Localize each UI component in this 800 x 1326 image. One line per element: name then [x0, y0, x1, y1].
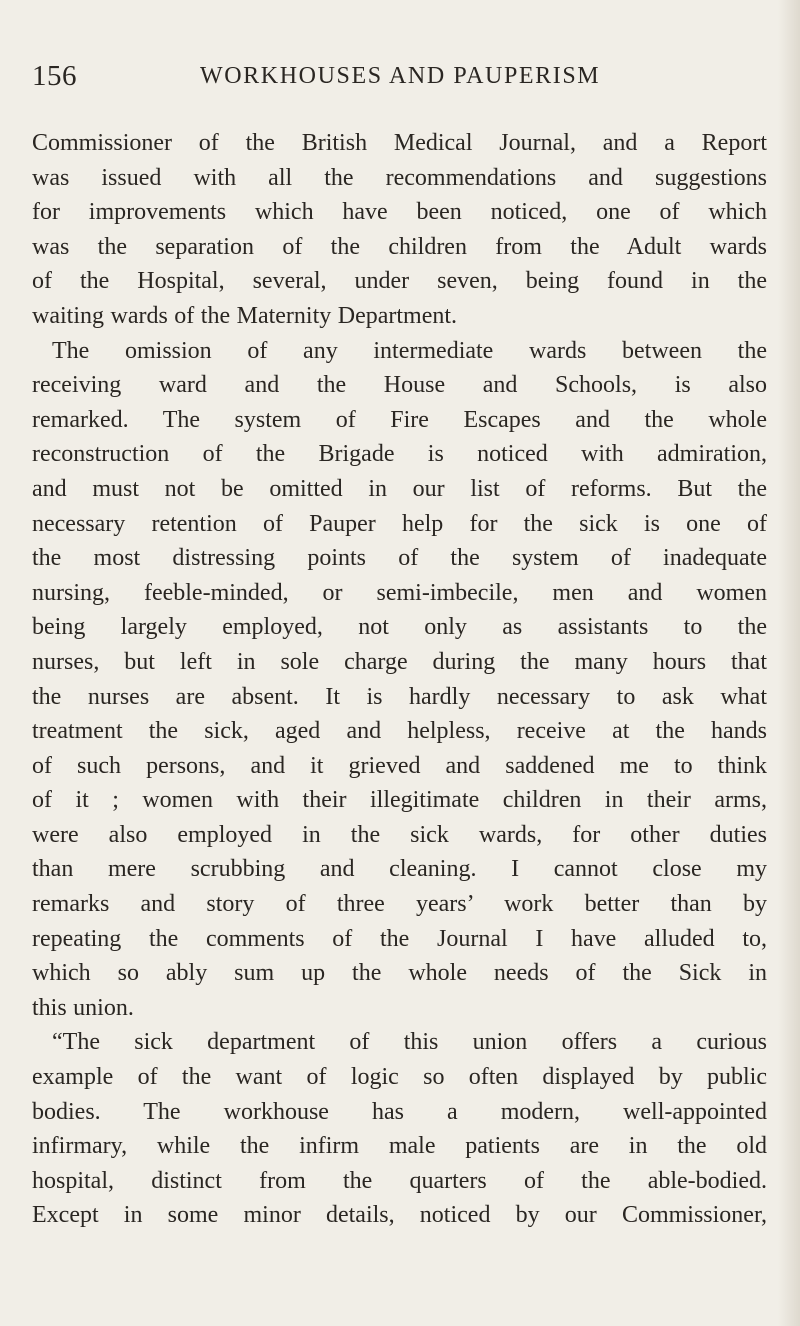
- text-line: for improvements which have been noticed, one of which: [32, 199, 767, 226]
- text-line: of the Hospital, several, under seven, being found in the: [32, 268, 767, 295]
- text-line: reconstruction of the Brigade is noticed with admiration,: [32, 441, 767, 468]
- text-line: The omission of any intermediate wards between the: [52, 337, 767, 364]
- text-line: Commissioner of the British Medical Journal, and a Report: [32, 130, 767, 156]
- text-line: example of the want of logic so often displayed by public: [32, 1064, 767, 1091]
- text-line: Except in some minor details, noticed by our Commissioner,: [32, 1202, 767, 1229]
- text-line: was issued with all the recommendations and suggestions: [32, 164, 767, 191]
- text-line: necessary retention of Pauper help for the sick is one of: [32, 510, 767, 537]
- text-line: remarked. The system of Fire Escapes and the whole: [32, 406, 767, 433]
- text-line: this union.: [32, 994, 134, 1021]
- text-line: and must not be omitted in our list of reforms. But the: [32, 475, 767, 502]
- text-line: was the separation of the children from the Adult wards: [32, 233, 767, 260]
- text-line: nurses, but left in sole charge during the many hours that: [32, 648, 767, 675]
- text-line: bodies. The workhouse has a modern, well-appointed: [32, 1098, 767, 1125]
- text-line: infirmary, while the infirm male patients are in the old: [32, 1133, 767, 1160]
- text-line: which so ably sum up the whole needs of the Sick in: [32, 960, 767, 987]
- text-line: remarks and story of three years’ work better than by: [32, 891, 767, 918]
- text-line: waiting wards of the Maternity Department.: [32, 302, 458, 329]
- running-head: [32, 58, 772, 98]
- text-line: the nurses are absent. It is hardly necessary to ask what: [32, 683, 767, 710]
- text-line: being largely employed, not only as assistants to the: [32, 614, 767, 641]
- text-line: of such persons, and it grieved and saddened me to think: [32, 752, 767, 779]
- running-head-title: WORKHOUSES AND PAUPERISM: [200, 63, 601, 89]
- text-line: than mere scrubbing and cleaning. I cannot close my: [32, 856, 767, 883]
- text-line: of it ; women with their illegitimate children in their arms,: [32, 787, 767, 814]
- page-edge-shadow: [778, 0, 800, 1326]
- text-line: receiving ward and the House and Schools, is also: [32, 372, 767, 399]
- text-line: “The sick department of this union offers a curious: [52, 1029, 767, 1056]
- body-text: [32, 126, 767, 1233]
- text-line: hospital, distinct from the quarters of the able-bodied.: [32, 1167, 767, 1194]
- text-line: treatment the sick, aged and helpless, receive at the hands: [32, 718, 767, 745]
- text-line: the most distressing points of the system of inadequate: [32, 545, 767, 572]
- text-line: were also employed in the sick wards, for other duties: [32, 821, 767, 848]
- page-number: 156: [32, 60, 77, 92]
- text-line: repeating the comments of the Journal I have alluded to,: [32, 925, 767, 952]
- text-line: nursing, feeble-minded, or semi-imbecile, men and women: [32, 579, 767, 606]
